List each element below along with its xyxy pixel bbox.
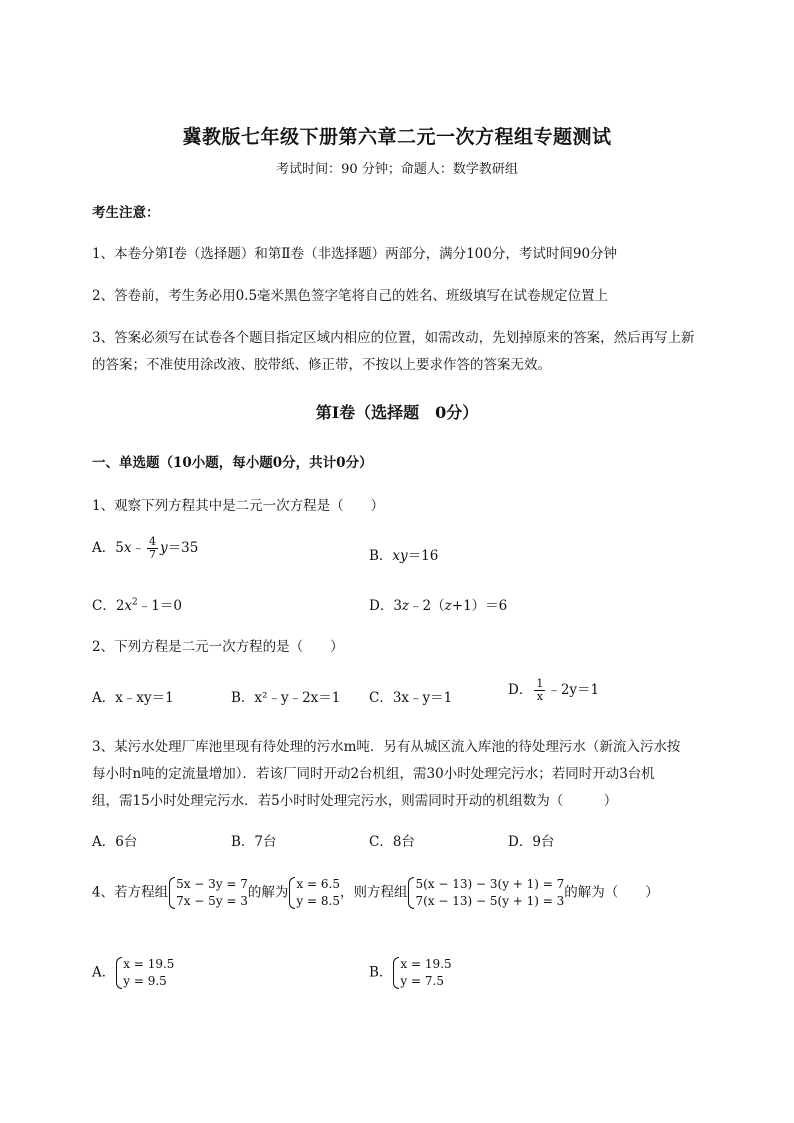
- q4-sys1-eq1: 5x − 3y = 7: [176, 877, 248, 891]
- q2-d-rest: ﹣2y＝1: [547, 682, 600, 698]
- q2-option-d[interactable]: [508, 678, 599, 703]
- q4-sol-x: x = 6.5: [296, 877, 340, 891]
- q2-d-fraction: [534, 678, 545, 703]
- q2-d-denominator: x: [536, 690, 543, 703]
- q4-prefix: 4、若方程组: [92, 884, 169, 901]
- part-heading: 一、单选题（10小题，每小题0分，共计0分）: [92, 455, 373, 471]
- notice-item-3-cont: 的答案；不准使用涂改液、胶带纸、修正带，不按以上要求作答的答案无效。: [92, 357, 551, 373]
- q2-d-numerator: 1: [536, 677, 544, 690]
- q4-option-a[interactable]: [92, 956, 174, 990]
- q4-suffix: 的解为（ ）: [564, 884, 659, 901]
- notice-item-3: 3、答案必须写在试卷各个题目指定区域内相应的位置，如需改动，先划掉原来的答案，然后再写上新: [92, 330, 695, 346]
- q4-a-y: y = 9.5: [123, 974, 167, 988]
- q2-option-c[interactable]: C．3x﹣y＝1: [369, 690, 453, 706]
- question-3-line-1: 3、某污水处理厂库池里现有待处理的污水m吨．另有从城区流入库池的待处理污水（新流入污水按: [92, 739, 681, 755]
- q1-a-fraction: [147, 536, 158, 561]
- question-2-stem: 2、下列方程是二元一次方程的是（ ）: [92, 639, 344, 655]
- q1-option-a[interactable]: [92, 536, 198, 561]
- question-1-stem: 1、观察下列方程其中是二元一次方程是（ ）: [92, 498, 385, 514]
- q1-c-prefix: C．2: [92, 598, 125, 614]
- q1-a-numerator: 4: [148, 535, 156, 548]
- q4-a-label: A．: [92, 964, 116, 981]
- q4-system-2: [407, 876, 564, 910]
- q4-solution: [288, 876, 340, 910]
- page-title: 冀教版七年级下册第六章二元一次方程组专题测试: [182, 126, 612, 148]
- notice-item-2: 2、答卷前，考生务必用0.5毫米黑色签字笔将自己的姓名、班级填写在试卷规定位置上: [92, 288, 609, 304]
- q1-option-b[interactable]: [369, 544, 438, 564]
- q1-option-c[interactable]: [92, 594, 182, 614]
- q1-b-rest: ＝16: [407, 548, 439, 564]
- q1-d-var-z: z: [401, 598, 410, 614]
- q1-d-rest: +1）＝6: [451, 598, 508, 614]
- q4-sys1-eq2: 7x − 5y = 3: [176, 894, 248, 908]
- q1-d-prefix: D．3: [369, 598, 402, 614]
- q4-sys2-eq2: 7(x − 13) − 5(y + 1) = 3: [415, 894, 565, 908]
- q1-a-var-y: y: [159, 540, 168, 556]
- q1-c-rest: ﹣1＝0: [137, 598, 182, 614]
- q4-a-system: [115, 956, 174, 990]
- q1-a-var-x: x: [123, 540, 132, 556]
- q2-option-a[interactable]: A．x﹣xy＝1: [92, 690, 174, 706]
- question-3-line-3: 组，需15小时处理完污水．若5小时时处理完污水，则需同时开动的机组数为（ ）: [92, 793, 618, 809]
- q4-option-b[interactable]: [369, 956, 452, 990]
- q4-b-system: [392, 956, 451, 990]
- q1-option-d[interactable]: [369, 594, 507, 614]
- q4-a-x: x = 19.5: [123, 957, 175, 971]
- q2-d-prefix: D．: [508, 682, 533, 698]
- exam-subtitle: 考试时间：90 分钟；命题人：数学教研组: [276, 162, 518, 177]
- q1-b-prefix: B．: [369, 548, 393, 564]
- question-3-line-2: 每小时n吨的定流量增加）．若该厂同时开动2台机组，需30小时处理完污水；若同时开动3台机: [92, 766, 655, 782]
- section-title: 第I卷（选择题 0分）: [315, 403, 479, 422]
- q4-b-y: y = 7.5: [400, 974, 444, 988]
- q3-option-b[interactable]: B．7台: [231, 834, 277, 850]
- q1-c-exponent: 2: [132, 597, 138, 608]
- q4-b-x: x = 19.5: [400, 957, 452, 971]
- q2-option-b[interactable]: B．x²﹣y﹣2x＝1: [231, 690, 341, 706]
- q4-mid1: 的解为: [247, 884, 289, 901]
- q4-sol-y: y = 8.5: [296, 894, 340, 908]
- q1-a-denominator: 7: [148, 548, 156, 561]
- q1-a-minus: ﹣: [131, 540, 145, 556]
- q1-d-var-z2: z: [444, 598, 452, 614]
- q3-option-c[interactable]: C．8台: [369, 834, 415, 850]
- q4-system-1: [168, 876, 248, 910]
- q1-a-rest: ＝35: [167, 540, 199, 556]
- q4-b-label: B．: [369, 964, 393, 981]
- notice-heading: 考生注意：: [92, 205, 160, 221]
- q3-option-d[interactable]: D．9台: [508, 834, 555, 850]
- q4-sys2-eq1: 5(x − 13) − 3(y + 1) = 7: [415, 877, 565, 891]
- q1-d-mid: ﹣2（: [409, 598, 445, 614]
- q1-c-var-x: x: [124, 598, 133, 614]
- q1-b-var-xy: xy: [392, 548, 408, 564]
- question-4-stem: [92, 876, 659, 910]
- q3-option-a[interactable]: A．6台: [92, 834, 138, 850]
- notice-item-1: 1、本卷分第I卷（选择题）和第Ⅱ卷（非选择题）两部分，满分100分，考试时间90分钟: [92, 246, 618, 262]
- q4-mid2: ，则方程组: [339, 884, 408, 901]
- q1-a-prefix: A．5: [92, 540, 124, 556]
